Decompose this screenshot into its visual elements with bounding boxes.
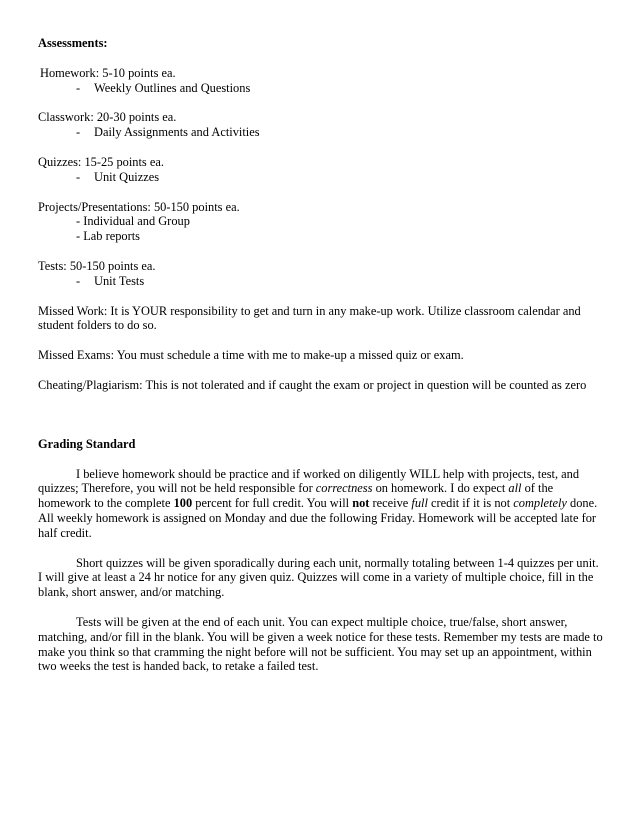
category-item — [38, 170, 604, 185]
category-title: Quizzes: 15-25 points ea. — [38, 154, 164, 169]
category-item: - Lab reports — [76, 229, 140, 244]
cheating-policy: Cheating/Plagiarism: This is not tolerated and if caught the exam or project in question will be counted as zero — [38, 377, 587, 392]
assessment-quizzes — [38, 155, 604, 185]
category-item-text: Weekly Outlines and Questions — [94, 80, 251, 95]
category-title: Projects/Presentations: 50-150 points ea. — [38, 199, 240, 214]
text-run-bold: 100 — [173, 496, 193, 511]
text-run-italic: full — [411, 496, 428, 511]
assessment-homework — [38, 66, 604, 96]
text-run: credit if it is not — [427, 496, 514, 511]
missed-exams-policy: Missed Exams: You must schedule a time with me to make-up a missed quiz or exam. — [38, 348, 464, 363]
assessment-tests — [38, 259, 604, 289]
grading-quizzes-paragraph: Short quizzes will be given sporadically during each unit, normally totaling between 1-4 quizzes per unit. I will give at least a 24 hr notice for any given quiz. Quizzes will come in a variety of multiple choice, fill in the blank, short answer, and/or matching. — [38, 555, 599, 600]
grading-tests-paragraph: Tests will be given at the end of each unit. You can expect multiple choice, true/false, short answer, matching, and/or fill in the blank. You will be given a week notice for these tests. Remember my tests are made to make you think so that cramming the night before will not be sufficient. You may set up an appointment, within two weeks the test is handed back, to retake a failed test. — [38, 614, 603, 674]
dash-marker: - — [76, 125, 81, 140]
assessment-classwork — [38, 110, 604, 140]
dash-marker: - — [76, 273, 81, 288]
dash-marker: - — [76, 169, 81, 184]
text-run: on homework. I do expect — [372, 481, 509, 496]
text-run-italic: all — [508, 481, 522, 496]
assessment-projects — [38, 200, 604, 244]
category-title: Classwork: 20-30 points ea. — [38, 110, 177, 125]
grading-standard-heading: Grading Standard — [38, 436, 136, 451]
text-run-italic: correctness — [315, 481, 373, 496]
text-run: I believe homework should be practice and if worked on diligently WILL help with projects, test, and quizzes; Therefore, you will not be held responsible for — [38, 466, 580, 496]
assessments-heading: Assessments: — [38, 36, 108, 50]
category-title: Homework: 5-10 points ea. — [40, 65, 176, 80]
category-title: Tests: 50-150 points ea. — [38, 258, 156, 273]
category-item-text: Unit Quizzes — [94, 169, 160, 184]
category-item-text: Unit Tests — [94, 273, 145, 288]
document-page — [38, 36, 604, 674]
text-run: receive — [369, 496, 412, 511]
text-run-bold: not — [352, 496, 370, 511]
text-run-italic: completely — [513, 496, 567, 511]
category-item: - Individual and Group — [76, 214, 190, 229]
category-item — [38, 125, 604, 140]
text-run: done. All weekly homework is assigned on Monday and due the following Friday. Homework will be accepted late for half credit. — [38, 496, 598, 540]
missed-work-policy: Missed Work: It is YOUR responsibility to get and turn in any make-up work. Utilize classroom calendar and student folders to do so. — [38, 303, 581, 333]
text-run: percent for full credit. You will — [192, 496, 353, 511]
grading-homework-paragraph — [38, 467, 604, 541]
dash-marker: - — [76, 80, 81, 95]
text-run: of the homework to the complete — [38, 481, 554, 511]
category-item — [38, 81, 604, 96]
category-item — [38, 274, 604, 289]
category-item-text: Daily Assignments and Activities — [94, 125, 260, 140]
